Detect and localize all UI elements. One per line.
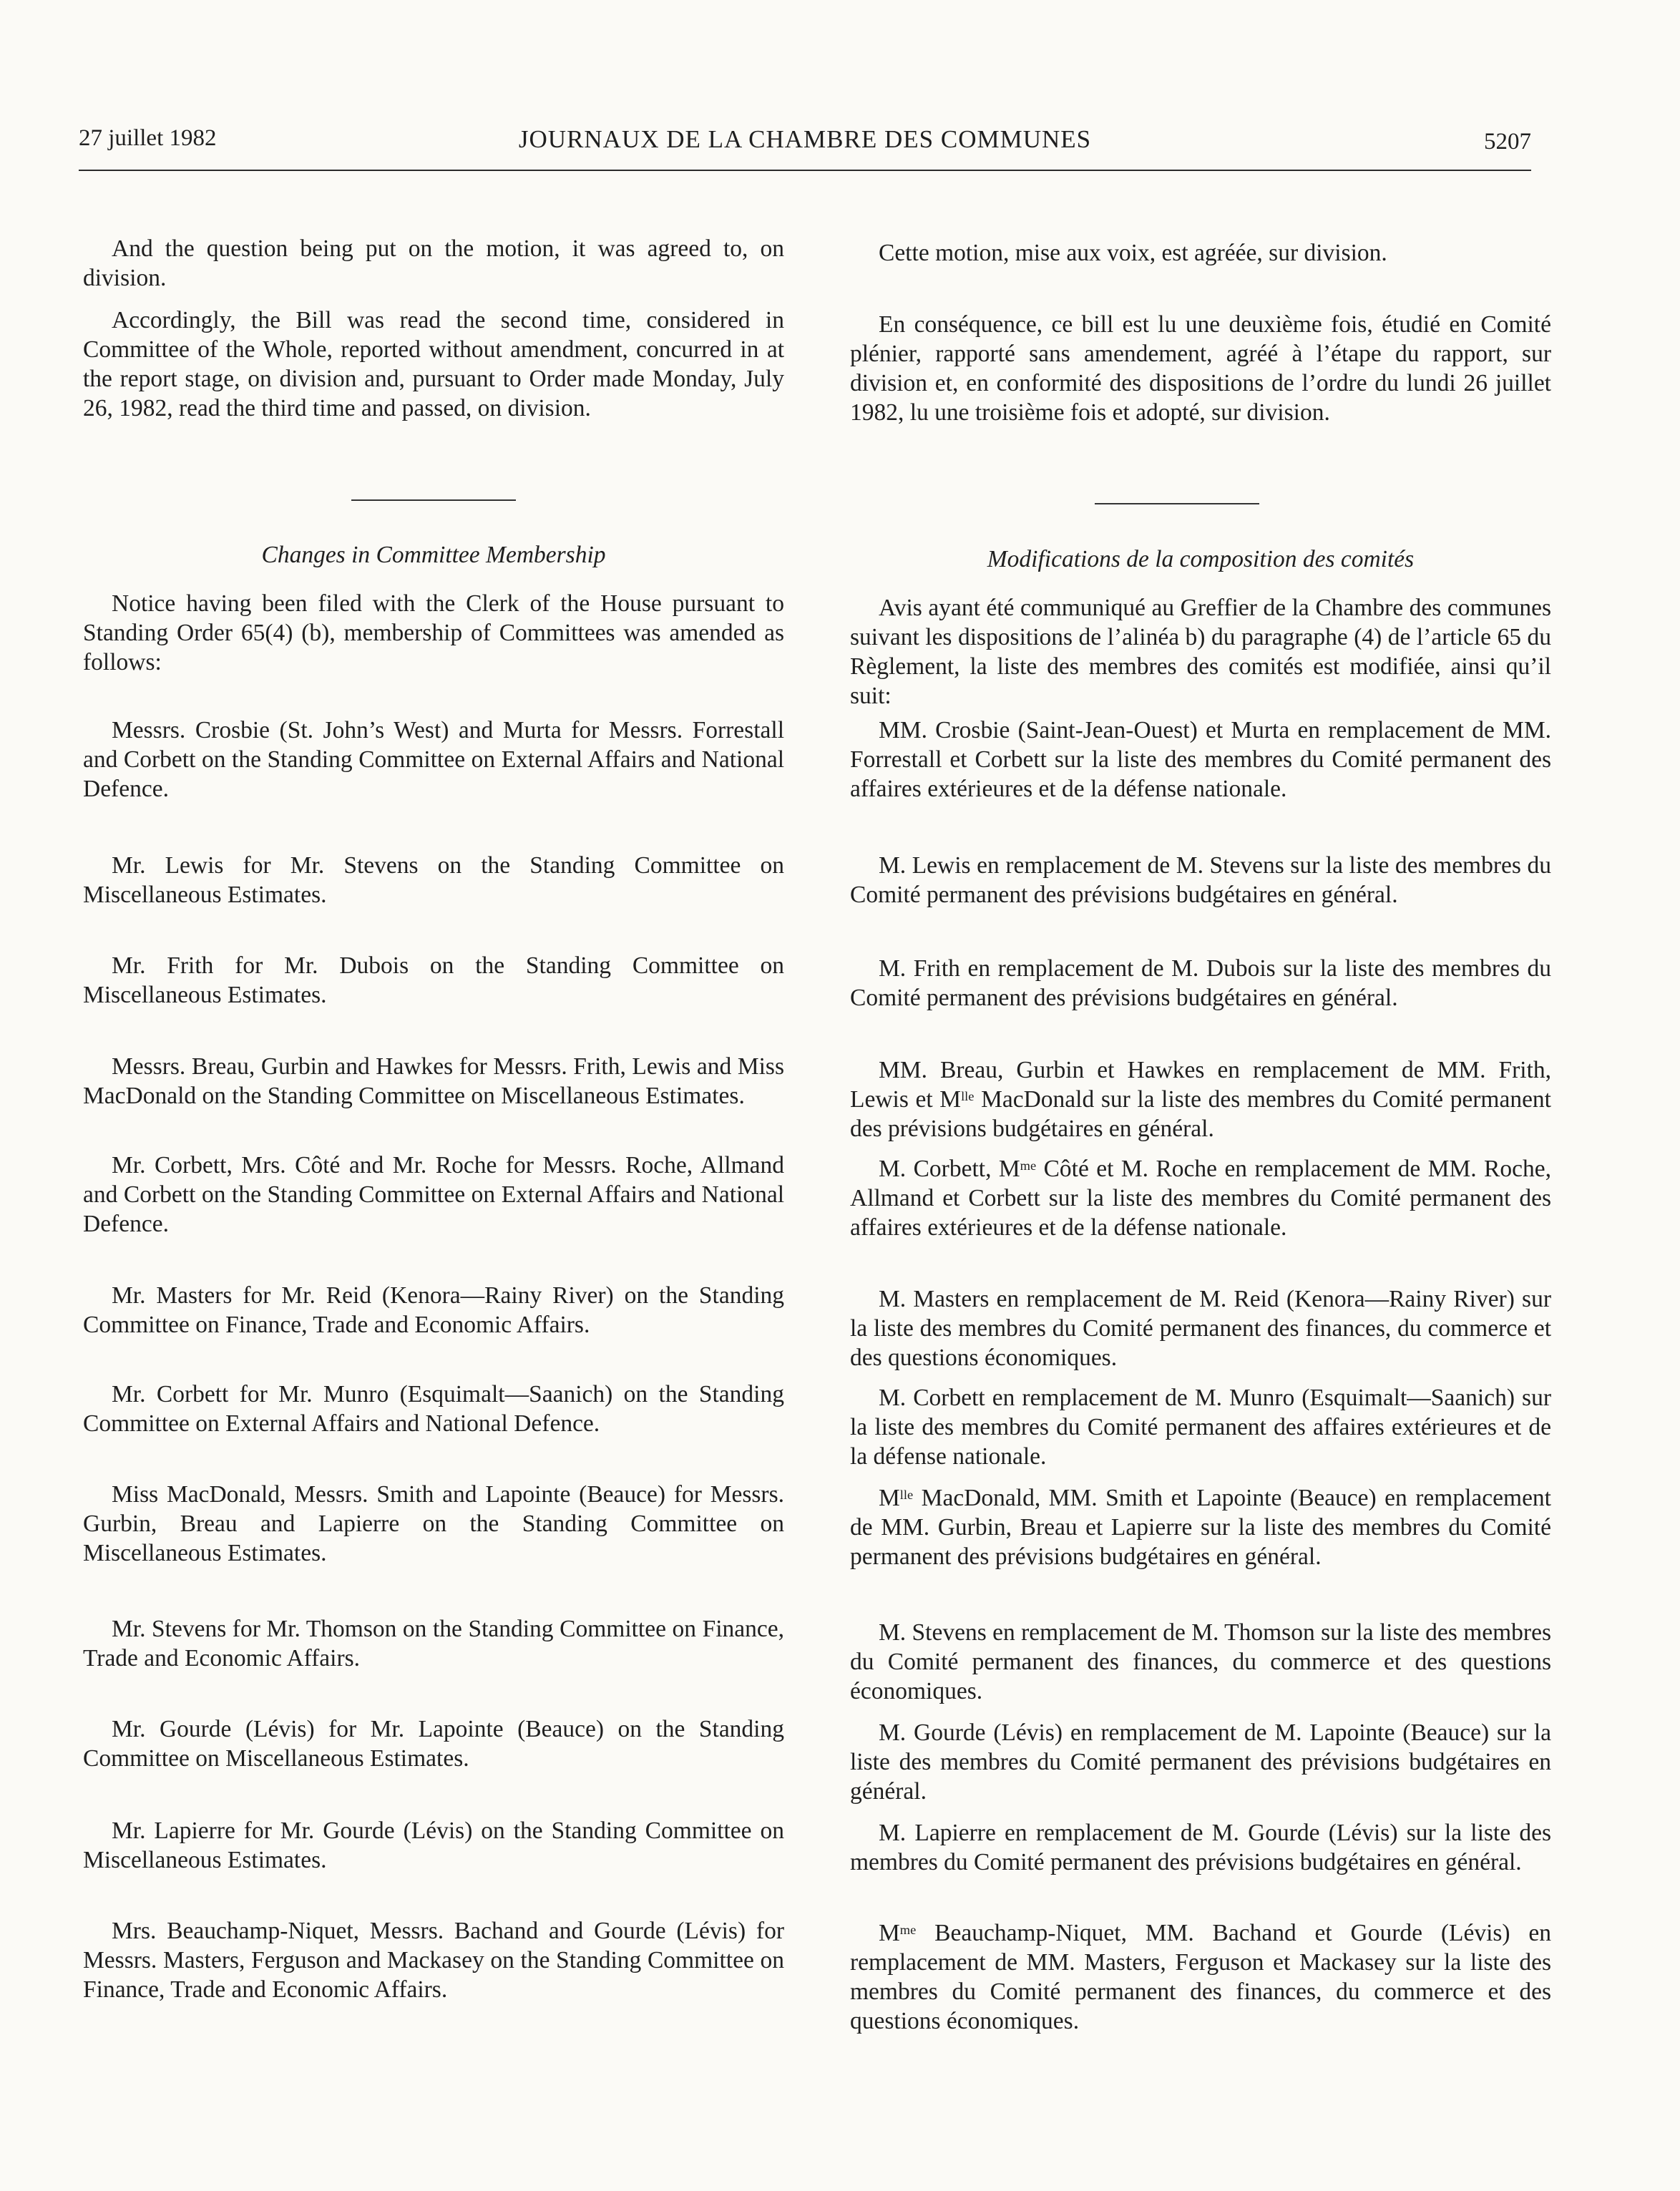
membership-change-12: Mrs. Beauchamp-Niquet, Messrs. Bachand and Gourde (Lévis) for Messrs. Masters, Ferguson and Mackasey on the Standing Committee on Finance, Trade and Economic Affairs.	[83, 1918, 784, 2003]
notice-paragraph-fr: Avis ayant été communiqué au Greffier de la Chambre des communes suivant les dispositions de l’alinéa b) du paragraphe (4) de l’article 65 du Règlement, la liste des membres des comités est modifiée, ainsi qu’il suit:	[850, 595, 1551, 709]
membership-change-fr-6: M. Masters en remplacement de M. Reid (Kenora—Rainy River) sur la liste des membres du Comité permanent des finances, du commerce et des questions économiques.	[850, 1286, 1551, 1371]
membership-change-6: Mr. Masters for Mr. Reid (Kenora—Rainy River) on the Standing Committee on Finance, Trade and Economic Affairs.	[83, 1282, 784, 1338]
header-title: JOURNAUX DE LA CHAMBRE DES COMMUNES	[518, 125, 1092, 153]
membership-change-2: Mr. Lewis for Mr. Stevens on the Standing Committee on Miscellaneous Estimates.	[83, 852, 784, 908]
bill-paragraph: Accordingly, the Bill was read the second time, considered in Committee of the Whole, reported without amendment, concurred in at the report stage, on division and, pursuant to Order made Monday, July 26, 1982, read the third time and passed, on division.	[83, 307, 784, 421]
membership-change-9: Mr. Stevens for Mr. Thomson on the Standing Committee on Finance, Trade and Economic Affairs.	[83, 1616, 784, 1672]
membership-change-7: Mr. Corbett for Mr. Munro (Esquimalt—Saanich) on the Standing Committee on External Affairs and National Defence.	[83, 1381, 784, 1437]
membership-change-fr-7: M. Corbett en remplacement de M. Munro (Esquimalt—Saanich) sur la liste des membres du Comité permanent des affaires extérieures et de la défense nationale.	[850, 1385, 1551, 1470]
membership-change-3: Mr. Frith for Mr. Dubois on the Standing Committee on Miscellaneous Estimates.	[83, 952, 784, 1008]
membership-change-fr-11: M. Lapierre en remplacement de M. Gourde (Lévis) sur la liste des membres du Comité permanent des prévisions budgétaires en général.	[850, 1820, 1551, 1875]
membership-change-11: Mr. Lapierre for Mr. Gourde (Lévis) on the Standing Committee on Miscellaneous Estimates.	[83, 1817, 784, 1873]
membership-change-8: Miss MacDonald, Messrs. Smith and Lapointe (Beauce) for Messrs. Gurbin, Breau and Lapierre on the Standing Committee on Miscellaneous Estimates.	[83, 1481, 784, 1566]
page-number: 5207	[1484, 129, 1531, 155]
membership-change-4: Messrs. Breau, Gurbin and Hawkes for Messrs. Frith, Lewis and Miss MacDonald on the Standing Committee on Miscellaneous Estimates.	[83, 1053, 784, 1109]
section-heading-fr: Modifications de la composition des comités	[987, 546, 1415, 572]
membership-change-fr-2: M. Lewis en remplacement de M. Stevens sur la liste des membres du Comité permanent des prévisions budgétaires en général.	[850, 852, 1551, 908]
membership-change-fr-1: MM. Crosbie (Saint-Jean-Ouest) et Murta en remplacement de MM. Forrestall et Corbett sur la liste des membres du Comité permanent des affaires extérieures et de la défense nationale.	[850, 717, 1551, 802]
section-heading: Changes in Committee Membership	[261, 542, 606, 568]
membership-change-fr-12: $M^{me}$ Beauchamp-Niquet, MM. Bachand et Gourde (Lévis) en remplacement de MM. Masters, Ferguson et Mackasey sur la liste des membres du Comité permanent des finances, du commerce et des questions économiques.	[850, 1920, 1551, 2034]
membership-change-10: Mr. Gourde (Lévis) for Mr. Lapointe (Beauce) on the Standing Committee on Miscellaneous Estimates.	[83, 1716, 784, 1772]
membership-change-fr-3: M. Frith en remplacement de M. Dubois sur la liste des membres du Comité permanent des prévisions budgétaires en général.	[850, 955, 1551, 1011]
question-paragraph-fr: Cette motion, mise aux voix, est agréée, sur division.	[879, 240, 1387, 266]
question-paragraph: And the question being put on the motion, it was agreed to, on division.	[83, 235, 784, 291]
section-divider	[351, 499, 516, 501]
bill-paragraph-fr: En conséquence, ce bill est lu une deuxième fois, étudié en Comité plénier, rapporté sans amendement, agréé à l’étape du rapport, sur division et, en conformité des dispositions de l’ordre du lundi 26 juillet 1982, lu une troisième fois et adopté, sur division.	[850, 311, 1551, 426]
section-divider-fr	[1095, 503, 1259, 504]
page-header	[79, 125, 1531, 171]
membership-change-1: Messrs. Crosbie (St. John’s West) and Murta for Messrs. Forrestall and Corbett on the Standing Committee on External Affairs and National Defence.	[83, 717, 784, 802]
membership-change-fr-5: M. Corbett, $M^{me}$ Côté et M. Roche en remplacement de MM. Roche, Allmand et Corbett sur la liste des membres du Comité permanent des affaires extérieures et de la défense nationale.	[850, 1156, 1551, 1241]
membership-change-fr-10: M. Gourde (Lévis) en remplacement de M. Lapointe (Beauce) sur la liste des membres du Comité permanent des prévisions budgétaires en général.	[850, 1719, 1551, 1805]
membership-change-5: Mr. Corbett, Mrs. Côté and Mr. Roche for Messrs. Roche, Allmand and Corbett on the Standing Committee on External Affairs and National Defence.	[83, 1152, 784, 1237]
header-date: 27 juillet 1982	[79, 125, 217, 151]
membership-change-fr-4: MM. Breau, Gurbin et Hawkes en remplacement de MM. Frith, Lewis et $M^{lle}$ MacDonald sur la liste des membres du Comité permanent des prévisions budgétaires en général.	[850, 1057, 1551, 1142]
notice-paragraph: Notice having been filed with the Clerk of the House pursuant to Standing Order 65(4) (b), membership of Committees was amended as follows:	[83, 590, 784, 675]
membership-change-fr-8: $M^{lle}$ MacDonald, MM. Smith et Lapointe (Beauce) en remplacement de MM. Gurbin, Breau et Lapierre sur la liste des membres du Comité permanent des prévisions budgétaires en général.	[850, 1485, 1551, 1570]
membership-change-fr-9: M. Stevens en remplacement de M. Thomson sur la liste des membres du Comité permanent des finances, du commerce et des questions économiques.	[850, 1619, 1551, 1704]
